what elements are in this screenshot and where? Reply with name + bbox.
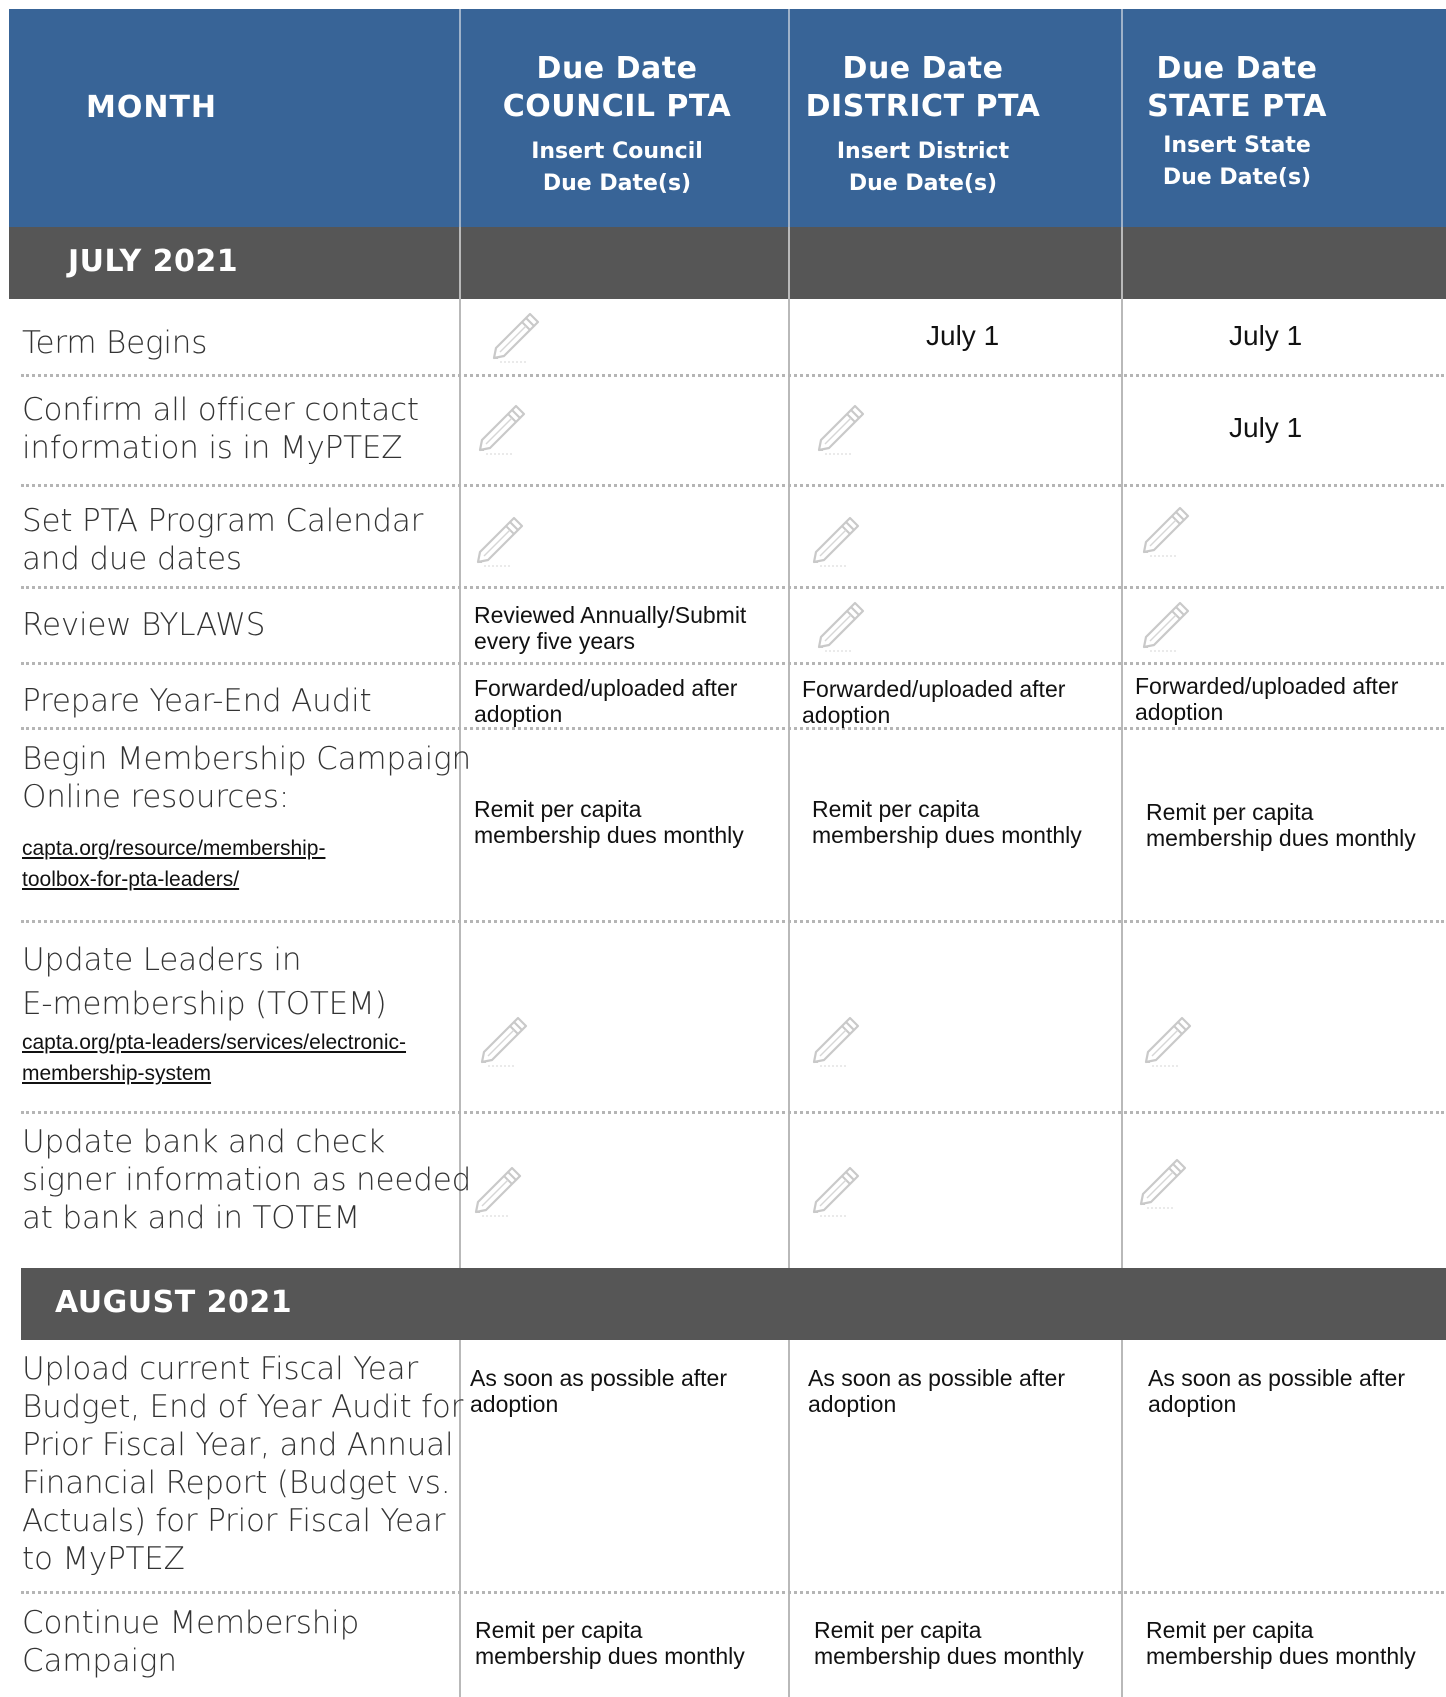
state-continue: Remit per capita membership dues monthly bbox=[1146, 1617, 1416, 1669]
task-membership-campaign: Begin Membership Campaign Online resources: bbox=[22, 741, 471, 815]
pencil-icon[interactable] bbox=[472, 398, 532, 458]
task-term-begins: Term Begins bbox=[22, 325, 208, 361]
pencil-icon[interactable] bbox=[806, 1160, 866, 1220]
july-label: JULY 2021 bbox=[68, 244, 239, 279]
emembership-link[interactable]: capta.org/pta-leaders/services/electronic- membership-system bbox=[22, 1031, 407, 1085]
col-divider bbox=[1121, 1340, 1123, 1697]
task-update-bank: Update bank and check signer information as needed at bank and in TOTEM bbox=[22, 1124, 472, 1236]
district-upload: As soon as possible after adoption bbox=[808, 1365, 1065, 1417]
council-upload: As soon as possible after adoption bbox=[470, 1365, 727, 1417]
district-date-term: July 1 bbox=[926, 320, 1000, 351]
district-audit: Forwarded/uploaded after adoption bbox=[802, 676, 1066, 728]
task-year-end-audit: Prepare Year-End Audit bbox=[22, 683, 372, 719]
row-separator bbox=[21, 1111, 1444, 1114]
row-separator bbox=[21, 727, 1444, 730]
row-separator bbox=[21, 920, 1444, 923]
state-audit: Forwarded/uploaded after adoption bbox=[1135, 673, 1399, 725]
row-separator bbox=[21, 484, 1444, 487]
col-divider bbox=[1121, 9, 1123, 227]
row-separator bbox=[21, 374, 1444, 377]
state-date-term: July 1 bbox=[1229, 320, 1303, 351]
header-district: Due Date DISTRICT PTA Insert District Due Date(s) bbox=[805, 51, 1041, 196]
pencil-icon[interactable] bbox=[486, 306, 546, 366]
row-separator bbox=[21, 662, 1444, 665]
pencil-icon[interactable] bbox=[474, 1010, 534, 1070]
pencil-icon[interactable] bbox=[1136, 595, 1196, 655]
header-month: MONTH bbox=[86, 90, 218, 125]
district-continue: Remit per capita membership dues monthly bbox=[814, 1617, 1084, 1669]
district-membership: Remit per capita membership dues monthly bbox=[812, 796, 1082, 848]
august-label: AUGUST 2021 bbox=[55, 1285, 293, 1320]
pencil-icon[interactable] bbox=[468, 1160, 528, 1220]
header-council: Due Date COUNCIL PTA Insert Council Due Date(s) bbox=[502, 51, 732, 196]
pencil-icon[interactable] bbox=[811, 595, 871, 655]
pencil-icon[interactable] bbox=[1138, 1010, 1198, 1070]
col-divider bbox=[459, 9, 461, 227]
header-state: Due Date STATE PTA Insert State Due Date(s) bbox=[1147, 51, 1327, 190]
council-continue: Remit per capita membership dues monthly bbox=[475, 1617, 745, 1669]
task-update-leaders: Update Leaders in E-membership (TOTEM) bbox=[22, 942, 387, 1022]
pencil-icon[interactable] bbox=[1136, 500, 1196, 560]
pencil-icon[interactable] bbox=[1133, 1152, 1193, 1212]
row-separator bbox=[21, 1591, 1444, 1594]
state-membership: Remit per capita membership dues monthly bbox=[1146, 799, 1416, 851]
col-divider bbox=[788, 9, 790, 227]
pencil-icon[interactable] bbox=[806, 510, 866, 570]
state-upload: As soon as possible after adoption bbox=[1148, 1365, 1405, 1417]
task-upload-budget: Upload current Fiscal Year Budget, End of Year Audit for Prior Fiscal Year, and Annual Financial Report (Budget vs. Actuals) for Prior Fiscal Year to MyPTEZ bbox=[22, 1351, 464, 1577]
task-set-calendar: Set PTA Program Calendar and due dates bbox=[22, 503, 424, 577]
row-separator bbox=[21, 586, 1444, 589]
task-confirm-officer: Confirm all officer contact information is in MyPTEZ bbox=[22, 392, 419, 466]
pencil-icon[interactable] bbox=[811, 398, 871, 458]
state-date-officer: July 1 bbox=[1229, 412, 1303, 443]
council-membership: Remit per capita membership dues monthly bbox=[474, 796, 744, 848]
council-audit: Forwarded/uploaded after adoption bbox=[474, 675, 738, 727]
membership-toolbox-link[interactable]: capta.org/resource/membership- toolbox-for-pta-leaders/ bbox=[22, 837, 326, 891]
pencil-icon[interactable] bbox=[470, 510, 530, 570]
pencil-icon[interactable] bbox=[806, 1010, 866, 1070]
col-divider bbox=[788, 1340, 790, 1697]
task-review-bylaws: Review BYLAWS bbox=[22, 607, 266, 643]
task-continue-membership: Continue Membership Campaign bbox=[22, 1605, 360, 1679]
council-bylaws: Reviewed Annually/Submit every five years bbox=[474, 602, 747, 654]
